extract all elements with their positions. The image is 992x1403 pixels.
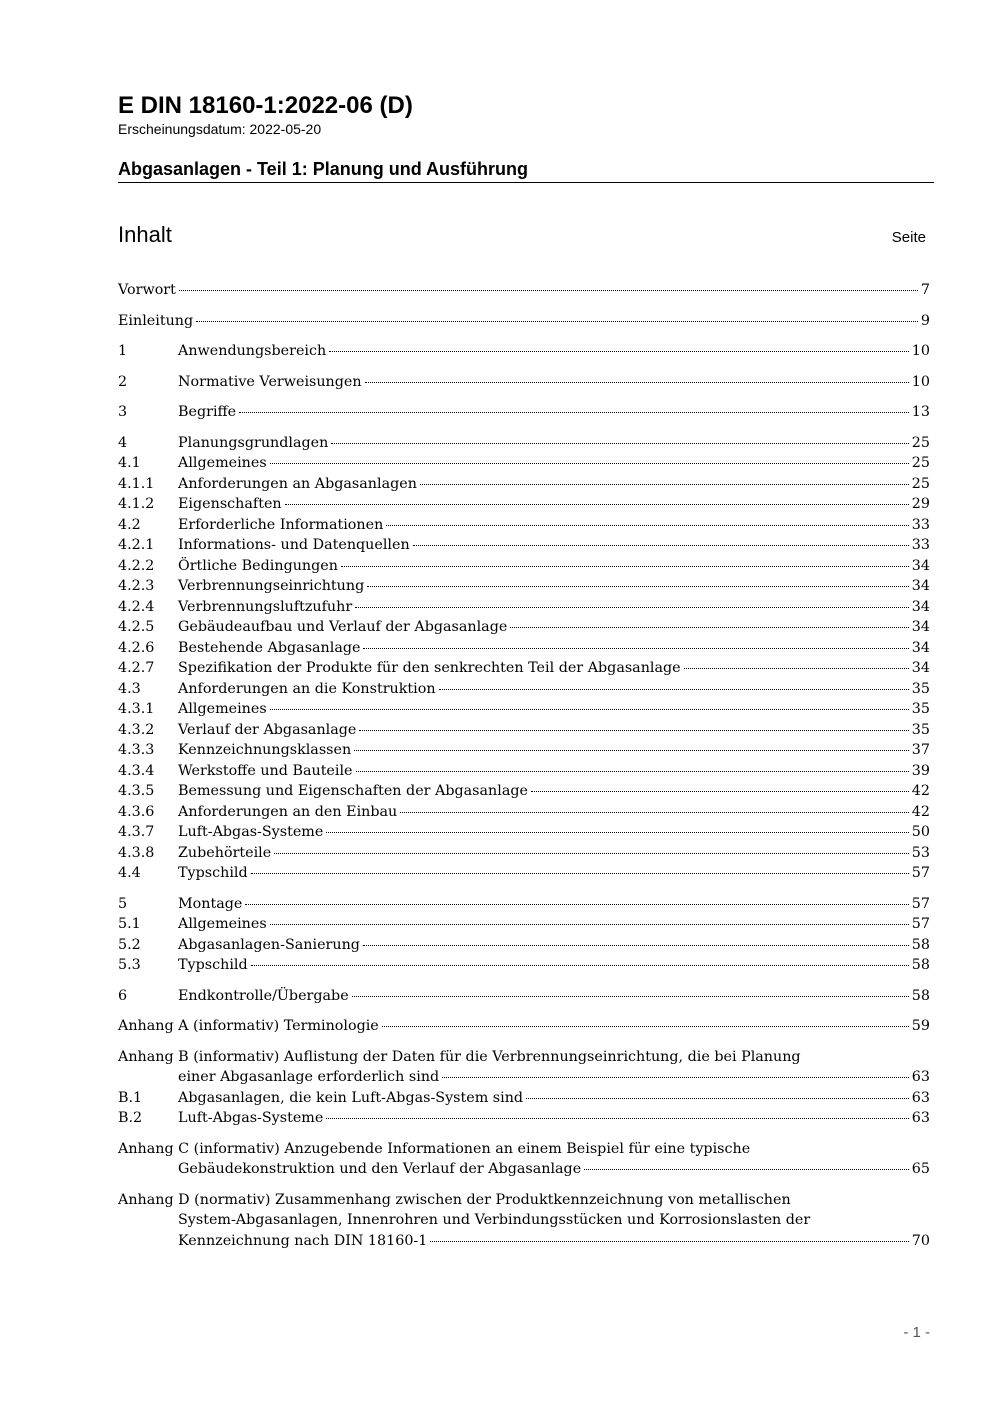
toc-entry-number: 1 xyxy=(118,343,128,359)
toc-entry-label: Anhang B (informativ) Auflistung der Daten für die Verbrennungseinrichtung, die bei Planung xyxy=(118,1048,801,1065)
toc-entry-label: Werkstoffe und Bauteile xyxy=(178,762,353,779)
toc-leader xyxy=(179,290,918,291)
toc-entry-page: 25 xyxy=(911,475,930,492)
toc-leader xyxy=(354,750,909,751)
toc-entry-number: 4.2.5 xyxy=(118,619,155,635)
toc-entry-5-2[interactable] xyxy=(118,935,930,956)
toc-entry-number: 4.3.5 xyxy=(118,783,155,799)
toc-entry-4-2-3[interactable] xyxy=(118,576,930,597)
toc-leader xyxy=(430,1241,908,1242)
toc-entry-page: 35 xyxy=(911,680,930,697)
toc-entry-number: 4.1 xyxy=(118,455,141,471)
toc-entry-label: Verlauf der Abgasanlage xyxy=(178,721,357,738)
toc-entry-label: Anhang A (informativ) Terminologie xyxy=(118,1018,379,1034)
toc-entry-vorwort[interactable] xyxy=(118,280,930,301)
toc-leader xyxy=(326,1118,908,1119)
toc-entry-4-2-5[interactable] xyxy=(118,617,930,638)
toc-entry-number: 4.2.7 xyxy=(118,660,155,676)
toc-entry-page: 34 xyxy=(911,619,930,635)
toc-entry-number: B.2 xyxy=(118,1110,143,1126)
toc-leader xyxy=(341,566,909,567)
toc-leader xyxy=(439,689,909,690)
toc-entry-4-2-1[interactable] xyxy=(118,535,930,556)
toc-leader xyxy=(285,504,909,505)
toc-entry-label: Anhang D (normativ) Zusammenhang zwischen der Produktkennzeichnung von metallischen xyxy=(118,1191,791,1208)
toc-entry-1[interactable] xyxy=(118,341,930,362)
toc-entry-page: 13 xyxy=(911,404,930,420)
toc-entry-anhang-d[interactable] xyxy=(118,1190,930,1211)
toc-entry-4-3-1[interactable] xyxy=(118,699,930,720)
toc-entry-page: 59 xyxy=(911,1018,930,1034)
toc-entry-label: Gebäudekonstruktion und den Verlauf der Abgasanlage xyxy=(178,1161,582,1177)
toc-entry-anhang-d-continued[interactable] xyxy=(118,1210,930,1231)
toc-entry-page: 57 xyxy=(911,916,930,932)
toc-entry-number: 5.3 xyxy=(118,957,141,973)
toc-entry-number: 4.2.3 xyxy=(118,578,155,594)
toc-leader xyxy=(352,996,909,997)
toc-entry-label: Endkontrolle/Übergabe xyxy=(178,987,349,1004)
toc-entry-2[interactable] xyxy=(118,372,930,393)
toc-entry-number: 5 xyxy=(118,895,128,912)
toc-entry-label: Vorwort xyxy=(118,282,176,298)
page-number: - 1 - xyxy=(903,1324,930,1341)
toc-entry-4-1-1[interactable] xyxy=(118,474,930,495)
toc-leader xyxy=(270,924,909,925)
toc-entry-4-3-5[interactable] xyxy=(118,781,930,802)
toc-leader xyxy=(684,668,909,669)
toc-entry-page: 34 xyxy=(911,660,930,676)
toc-leader xyxy=(355,607,909,608)
toc-entry-anhang-b[interactable] xyxy=(118,1047,930,1068)
toc-entry-number: 5.2 xyxy=(118,936,141,953)
toc-title: Inhalt xyxy=(118,222,172,247)
toc-entry-4-3-8[interactable] xyxy=(118,843,930,864)
toc-entry-4-3-6[interactable] xyxy=(118,802,930,823)
toc-entry-3[interactable] xyxy=(118,402,930,423)
toc-entry-number: 4.2.6 xyxy=(118,639,155,656)
toc-entry-page: 7 xyxy=(920,282,930,298)
toc-entry-label: Anhang C (informativ) Anzugebende Informationen an einem Beispiel für eine typische xyxy=(118,1140,751,1157)
toc-leader xyxy=(386,525,909,526)
toc-entry-b-1[interactable] xyxy=(118,1088,930,1109)
toc-entry-page: 58 xyxy=(911,957,930,973)
toc-leader xyxy=(356,771,909,772)
toc-leader xyxy=(420,484,909,485)
toc-entry-label: Bestehende Abgasanlage xyxy=(178,639,361,656)
toc-leader xyxy=(239,412,909,413)
toc-entry-label: Einleitung xyxy=(118,312,194,329)
toc-entry-4-4[interactable] xyxy=(118,863,930,884)
toc-leader xyxy=(584,1169,909,1170)
toc-entry-page: 25 xyxy=(911,455,930,471)
toc-entry-label: Zubehörteile xyxy=(178,844,272,861)
toc-entry-number: 4.2.4 xyxy=(118,598,155,615)
toc-leader xyxy=(510,627,908,628)
toc-leader xyxy=(245,904,908,905)
toc-entry-label: Örtliche Bedingungen xyxy=(178,557,338,574)
document-title: Abgasanlagen - Teil 1: Planung und Ausführung xyxy=(118,158,934,183)
toc-entry-number: 6 xyxy=(118,987,128,1004)
toc-entry-label: Kennzeichnung nach DIN 18160-1 xyxy=(178,1232,428,1249)
toc-leader xyxy=(442,1077,909,1078)
toc-entry-number: 4.3.7 xyxy=(118,824,155,840)
toc-entry-b-2[interactable] xyxy=(118,1108,930,1129)
toc-entry-number: 4.3.4 xyxy=(118,762,155,779)
toc-entry-number: 4.1.1 xyxy=(118,475,155,492)
toc-entry-page: 65 xyxy=(911,1161,930,1177)
toc-entry-anhang-c[interactable] xyxy=(118,1139,930,1160)
toc-leader xyxy=(382,1026,909,1027)
toc-entry-label: Bemessung und Eigenschaften der Abgasanlage xyxy=(178,783,528,799)
toc-entry-label: Anforderungen an die Konstruktion xyxy=(178,680,436,697)
toc-entry-page: 63 xyxy=(911,1089,930,1106)
toc-entry-page: 34 xyxy=(911,557,930,574)
toc-leader xyxy=(359,730,908,731)
toc-entry-label: Typschild xyxy=(178,865,248,881)
toc-entry-number: 4.3.8 xyxy=(118,844,155,861)
toc-entry-label: Abgasanlagen-Sanierung xyxy=(178,936,360,953)
toc-leader xyxy=(363,648,908,649)
toc-entry-4-3-3[interactable] xyxy=(118,740,930,761)
toc-leader xyxy=(329,351,909,352)
toc-entry-label: Spezifikation der Produkte für den senkrechten Teil der Abgasanlage xyxy=(178,660,681,676)
toc-entry-label: Gebäudeaufbau und Verlauf der Abgasanlage xyxy=(178,619,508,635)
toc-entry-4-3-7[interactable] xyxy=(118,822,930,843)
toc-entry-number: 2 xyxy=(118,373,128,390)
toc-entry-number: 4 xyxy=(118,434,128,451)
toc-entry-4-3-4[interactable] xyxy=(118,761,930,782)
toc-leader xyxy=(367,586,909,587)
toc-entry-page: 70 xyxy=(911,1232,930,1249)
toc-entry-page: 10 xyxy=(911,343,930,359)
toc-entry-label: Informations- und Datenquellen xyxy=(178,537,410,553)
toc-entry-4-2[interactable] xyxy=(118,515,930,536)
toc-entry-page: 35 xyxy=(911,701,930,717)
toc-entry-label: Verbrennungsluftzufuhr xyxy=(178,598,353,615)
toc-entry-einleitung[interactable] xyxy=(118,311,930,332)
toc-entry-4[interactable] xyxy=(118,433,930,454)
toc-entry-anhang-a[interactable] xyxy=(118,1016,930,1037)
toc-entry-label: Allgemeines xyxy=(178,916,267,932)
toc-entry-label: Begriffe xyxy=(178,404,237,420)
toc-entry-label: Abgasanlagen, die kein Luft-Abgas-System sind xyxy=(178,1089,524,1106)
page-header xyxy=(118,92,934,183)
toc-leader xyxy=(251,965,909,966)
toc-leader xyxy=(196,321,918,322)
toc-entry-label: Verbrennungseinrichtung xyxy=(178,578,365,594)
toc-entry-page: 63 xyxy=(911,1110,930,1126)
toc-entry-label: Montage xyxy=(178,895,243,912)
toc-entry-page: 34 xyxy=(911,598,930,615)
toc-entry-page: 37 xyxy=(911,742,930,758)
toc-entry-page: 33 xyxy=(911,516,930,533)
toc-entry-4-1[interactable] xyxy=(118,453,930,474)
publication-date: Erscheinungsdatum: 2022-05-20 xyxy=(118,121,322,137)
toc-entry-number: 4.3.6 xyxy=(118,803,155,820)
toc-leader xyxy=(365,382,909,383)
toc-leader xyxy=(326,832,908,833)
toc-entry-anhang-b-continued[interactable] xyxy=(118,1067,930,1088)
toc-entry-4-2-2[interactable] xyxy=(118,556,930,577)
toc-entry-label: Allgemeines xyxy=(178,455,267,471)
toc-leader xyxy=(251,873,909,874)
toc-entry-number: B.1 xyxy=(118,1089,143,1106)
toc-entry-number: 4.1.2 xyxy=(118,496,155,512)
toc-entry-number: 5.1 xyxy=(118,916,141,932)
toc-entry-page: 9 xyxy=(920,312,930,329)
toc-entry-number: 4.2.2 xyxy=(118,557,155,574)
toc-entry-4-3[interactable] xyxy=(118,679,930,700)
toc-leader xyxy=(274,853,909,854)
toc-leader xyxy=(413,545,909,546)
toc-entry-page: 58 xyxy=(911,936,930,953)
toc-entry-number: 4.2.1 xyxy=(118,537,155,553)
toc-entry-number: 4.3.2 xyxy=(118,721,155,738)
toc-entry-5-1[interactable] xyxy=(118,914,930,935)
toc-entry-page: 57 xyxy=(911,865,930,881)
toc-entry-number: 4.3.3 xyxy=(118,742,155,758)
toc-entry-page: 33 xyxy=(911,537,930,553)
toc-entry-label: Erforderliche Informationen xyxy=(178,516,384,533)
toc-entry-label: Kennzeichnungsklassen xyxy=(178,742,352,758)
toc-entry-4-1-2[interactable] xyxy=(118,494,930,515)
toc-leader xyxy=(331,443,908,444)
toc-entry-label: System-Abgasanlagen, Innenrohren und Verbindungsstücken und Korrosionslasten der xyxy=(178,1212,811,1228)
toc-entry-4-3-2[interactable] xyxy=(118,720,930,741)
toc-entry-5-3[interactable] xyxy=(118,955,930,976)
toc-entry-6[interactable] xyxy=(118,986,930,1007)
toc-leader xyxy=(270,463,909,464)
toc-entry-page: 29 xyxy=(911,496,930,512)
toc-entry-page: 10 xyxy=(911,373,930,390)
toc-entry-label: Typschild xyxy=(178,957,248,973)
toc-entry-5[interactable] xyxy=(118,894,930,915)
toc-entry-number: 4.3 xyxy=(118,680,141,697)
toc-entry-page: 39 xyxy=(911,762,930,779)
toc-entry-number: 4.3.1 xyxy=(118,701,155,717)
toc-heading xyxy=(118,222,926,248)
toc-entry-number: 4.2 xyxy=(118,516,141,533)
toc-entry-number: 4.4 xyxy=(118,865,141,881)
toc-entry-4-2-6[interactable] xyxy=(118,638,930,659)
toc-entry-label: Luft-Abgas-Systeme xyxy=(178,1110,324,1126)
table-of-contents xyxy=(118,280,930,1251)
toc-entry-page: 63 xyxy=(911,1069,930,1085)
toc-leader xyxy=(531,791,909,792)
toc-entry-label: Anforderungen an den Einbau xyxy=(178,803,398,820)
toc-entry-label: Planungsgrundlagen xyxy=(178,434,329,451)
toc-entry-4-2-4[interactable] xyxy=(118,597,930,618)
toc-entry-label: Eigenschaften xyxy=(178,496,282,512)
toc-entry-number: 3 xyxy=(118,404,128,420)
toc-entry-page: 42 xyxy=(911,803,930,820)
toc-entry-page: 58 xyxy=(911,987,930,1004)
toc-leader xyxy=(400,812,909,813)
toc-entry-label: Anforderungen an Abgasanlagen xyxy=(178,475,417,492)
toc-entry-label: Normative Verweisungen xyxy=(178,373,362,390)
toc-entry-label: einer Abgasanlage erforderlich sind xyxy=(178,1069,440,1085)
toc-entry-page: 35 xyxy=(911,721,930,738)
toc-leader xyxy=(363,945,909,946)
toc-entry-anhang-d-continued-2[interactable] xyxy=(118,1231,930,1252)
toc-entry-label: Allgemeines xyxy=(178,701,267,717)
toc-leader xyxy=(526,1098,909,1099)
toc-entry-4-2-7[interactable] xyxy=(118,658,930,679)
toc-entry-page: 34 xyxy=(911,578,930,594)
toc-entry-page: 57 xyxy=(911,895,930,912)
toc-entry-page: 42 xyxy=(911,783,930,799)
toc-entry-label: Luft-Abgas-Systeme xyxy=(178,824,324,840)
toc-page-column-label: Seite xyxy=(891,229,926,246)
toc-entry-page: 53 xyxy=(911,844,930,861)
toc-entry-page: 50 xyxy=(911,824,930,840)
toc-leader xyxy=(270,709,909,710)
toc-entry-page: 25 xyxy=(911,434,930,451)
document-id: E DIN 18160-1:2022-06 (D) xyxy=(118,92,413,119)
toc-entry-page: 34 xyxy=(911,639,930,656)
toc-entry-label: Anwendungsbereich xyxy=(178,343,327,359)
toc-entry-anhang-c-continued[interactable] xyxy=(118,1159,930,1180)
